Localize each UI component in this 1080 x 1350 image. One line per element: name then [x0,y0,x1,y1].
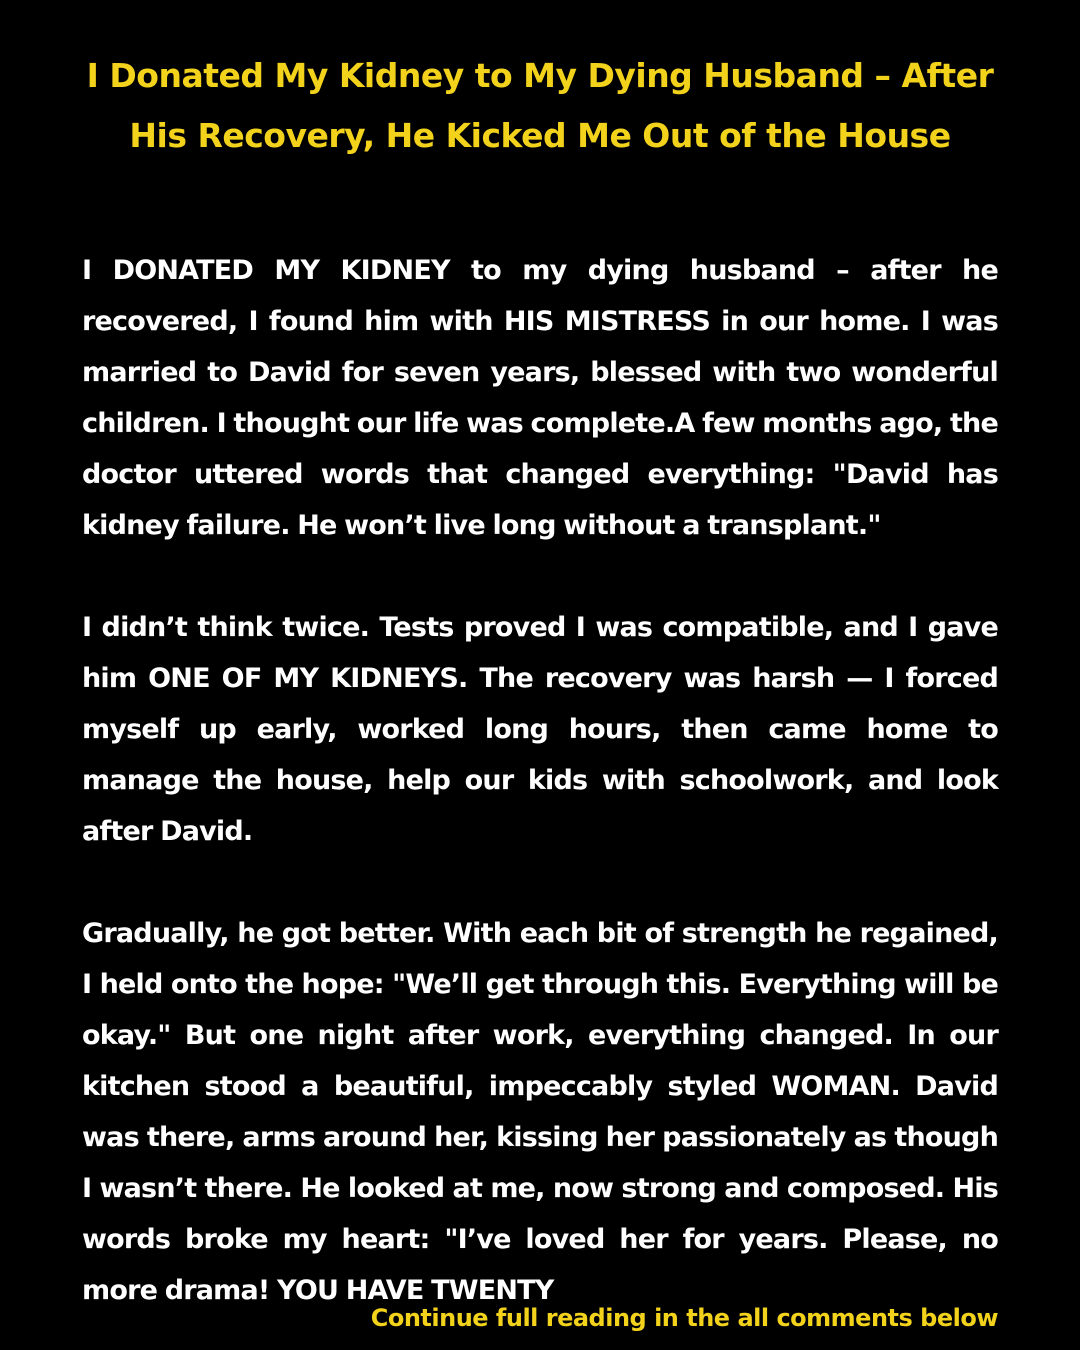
story-paragraph-2: I didn’t think twice. Tests proved I was compatible, and I gave him ONE OF MY KIDNEYS. The recovery was harsh — I forced myself up early, worked long hours, then came home to manage the house, help our kids with schoolwork, and look after David. [82,612,998,847]
story-paragraph-1: I DONATED MY KIDNEY to my dying husband – after he recovered, I found him with HIS MISTRESS in our home. I was married to David for seven years, blessed with two wonderful children. I thought our life was complete.A few months ago, the doctor uttered words that changed everything: "David has kidney failure. He won’t live long without a transplant." [82,255,998,541]
story-text [82,245,998,1316]
continue-reading-prompt: Continue full reading in the all comments below [370,1304,998,1332]
story-paragraph-3: Gradually, he got better. With each bit of strength he regained, I held onto the hope: "We’ll get through this. Everything will be okay." But one night after work, everything changed. In our kitchen stood a beautiful, impeccably styled WOMAN. David was there, arms around her, kissing her passionately as though I wasn’t there. He looked at me, now strong and composed. His words broke my heart: "I’ve loved her for years. Please, no more drama! YOU HAVE TWENTY [82,918,998,1306]
story-body [82,245,998,1306]
post-title: I Donated My Kidney to My Dying Husband – After His Recovery, He Kicked Me Out of the House [86,56,994,155]
